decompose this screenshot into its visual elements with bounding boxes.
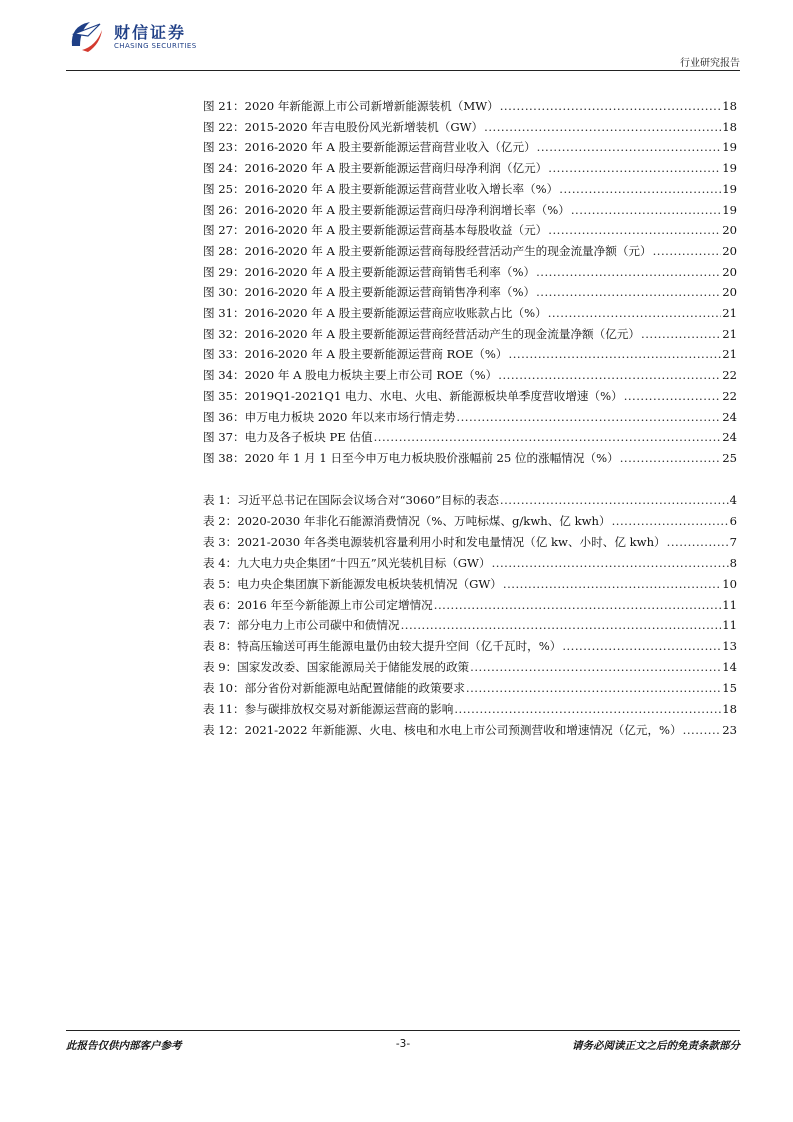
toc-page: 25 (722, 450, 737, 465)
toc-page: 20 (722, 285, 737, 300)
toc-title: 图 33：2016-2020 年 A 股主要新能源运营商 ROE（%） (203, 347, 508, 362)
toc-title: 图 27：2016-2020 年 A 股主要新能源运营商基本每股收益（元） (203, 223, 548, 238)
toc-title: 表 5：电力央企集团旗下新能源发电板块装机情况（GW） (203, 576, 502, 591)
toc-entry[interactable] (203, 365, 737, 385)
toc-page: 6 (729, 513, 737, 528)
toc-page: 7 (729, 534, 737, 549)
toc-entry[interactable] (203, 137, 737, 157)
toc-entry[interactable] (203, 720, 737, 740)
toc-page: 24 (722, 409, 737, 424)
toc-entry[interactable] (203, 324, 737, 344)
toc-entry[interactable] (203, 282, 737, 302)
toc-title: 图 22：2015-2020 年吉电股份风光新增装机（GW） (203, 119, 484, 134)
company-logo (66, 16, 266, 60)
footer-divider (66, 1030, 740, 1031)
toc-entry[interactable] (203, 448, 737, 468)
toc-page: 19 (722, 181, 737, 196)
toc-entry[interactable] (203, 636, 737, 656)
toc-page: 21 (722, 347, 737, 362)
toc-title: 表 9：国家发改委、国家能源局关于储能发展的政策 (203, 660, 470, 675)
toc-page: 23 (722, 722, 737, 737)
toc-entry[interactable] (203, 574, 737, 594)
toc-title: 表 12：2021-2022 年新能源、火电、核电和水电上市公司预测营收和增速情况（亿元，%） (203, 722, 682, 737)
toc-entry[interactable] (203, 303, 737, 323)
toc-entry[interactable] (203, 241, 737, 261)
footer-disclaimer-left: 此报告仅供内部客户参考 (66, 1040, 182, 1052)
toc-page: 11 (722, 618, 737, 633)
toc-entry[interactable] (203, 96, 737, 116)
toc-entry[interactable] (203, 386, 737, 406)
toc-entry[interactable] (203, 615, 737, 635)
toc-title: 表 4：九大电力央企集团“十四五”风光装机目标（GW） (203, 555, 491, 570)
toc-entry[interactable] (203, 427, 737, 447)
toc-page: 13 (722, 639, 737, 654)
toc-entry[interactable] (203, 595, 737, 615)
toc-page: 8 (729, 555, 737, 570)
toc-entry[interactable] (203, 553, 737, 573)
toc-title: 表 7：部分电力上市公司碳中和债情况 (203, 618, 400, 633)
toc-page: 18 (722, 99, 737, 113)
toc-page: 15 (722, 681, 737, 696)
toc-page: 24 (722, 430, 737, 445)
toc-title: 图 36：申万电力板块 2020 年以来市场行情走势 (203, 409, 456, 424)
page-number: -3- (395, 1038, 411, 1050)
toc-entry[interactable] (203, 490, 737, 510)
toc-page: 4 (729, 493, 737, 507)
toc-page: 18 (722, 702, 737, 716)
toc-title: 表 3：2021-2030 年各类电源装机容量利用小时和发电量情况（亿 kw、小时、亿 kwh） (203, 534, 666, 549)
toc-entry[interactable] (203, 262, 737, 282)
toc-title: 图 30：2016-2020 年 A 股主要新能源运营商销售净利率（%） (203, 285, 536, 300)
toc-title: 表 10：部分省份对新能源电站配置储能的政策要求 (203, 681, 465, 696)
toc-page: 20 (722, 223, 737, 238)
logo-text-en: CHASING SECURITIES (114, 42, 197, 50)
toc-title: 图 34：2020 年 A 股电力板块主要上市公司 ROE（%） (203, 368, 498, 383)
toc-entry[interactable] (203, 158, 737, 178)
toc-page: 20 (722, 243, 737, 258)
logo-mark-icon (66, 16, 108, 56)
toc-page: 21 (722, 326, 737, 341)
toc-entry[interactable] (203, 200, 737, 220)
toc-entry[interactable] (203, 532, 737, 552)
toc-entry[interactable] (203, 407, 737, 427)
toc-title: 表 8：特高压输送可再生能源电量仍由较大提升空间（亿千瓦时，%） (203, 639, 562, 654)
toc-page: 20 (722, 264, 737, 279)
toc-page: 19 (722, 161, 737, 176)
toc-title: 表 2：2020-2030 年非化石能源消费情况（%、万吨标煤、g/kwh、亿 kwh） (203, 513, 611, 528)
toc-title: 表 1：习近平总书记在国际会议场合对“3060”目标的表态 (203, 493, 499, 507)
toc-title: 图 29：2016-2020 年 A 股主要新能源运营商销售毛利率（%） (203, 264, 536, 279)
toc-entry[interactable] (203, 117, 737, 137)
logo-text-cn: 财信证券 (114, 23, 187, 42)
toc-title: 图 28：2016-2020 年 A 股主要新能源运营商每股经营活动产生的现金流量净额（元） (203, 243, 652, 258)
toc-page: 10 (722, 576, 737, 591)
toc-title: 表 11：参与碳排放权交易对新能源运营商的影响 (203, 702, 454, 716)
toc-entry[interactable] (203, 179, 737, 199)
toc-page: 11 (722, 597, 737, 612)
page-footer (66, 1038, 740, 1058)
toc-title: 图 38：2020 年 1 月 1 日至今申万电力板块股价涨幅前 25 位的涨幅情况（%） (203, 450, 619, 465)
toc-page: 19 (722, 202, 737, 217)
toc-page: 19 (722, 140, 737, 155)
toc-entry[interactable] (203, 220, 737, 240)
toc-title: 图 21：2020 年新能源上市公司新增新能源装机（MW） (203, 99, 499, 113)
toc-entry[interactable] (203, 678, 737, 698)
toc-title: 图 37：电力及各子板块 PE 估值 (203, 430, 373, 445)
footer-disclaimer-right: 请务必阅读正文之后的免责条款部分 (572, 1040, 740, 1052)
toc-page: 22 (722, 388, 737, 403)
page-header (66, 14, 740, 70)
toc-page: 14 (722, 660, 737, 675)
toc-title: 图 31：2016-2020 年 A 股主要新能源运营商应收账款占比（%） (203, 306, 547, 320)
toc-title: 图 35：2019Q1-2021Q1 电力、水电、火电、新能源板块单季度营收增速（%） (203, 388, 623, 403)
toc-page: 18 (722, 119, 737, 134)
toc-title: 图 24：2016-2020 年 A 股主要新能源运营商归母净利润（亿元） (203, 161, 548, 176)
toc-entry[interactable] (203, 657, 737, 677)
toc-entry[interactable] (203, 699, 737, 719)
toc-title: 图 23：2016-2020 年 A 股主要新能源运营商营业收入（亿元） (203, 140, 536, 155)
header-divider (66, 70, 740, 71)
toc-page: 21 (722, 306, 737, 320)
toc-entry[interactable] (203, 511, 737, 531)
toc-title: 表 6：2016 年至今新能源上市公司定增情况 (203, 597, 433, 612)
toc-page: 22 (722, 368, 737, 383)
toc-title: 图 32：2016-2020 年 A 股主要新能源运营商经营活动产生的现金流量净额（亿元） (203, 326, 641, 341)
toc-entry[interactable] (203, 344, 737, 364)
toc-title: 图 26：2016-2020 年 A 股主要新能源运营商归母净利润增长率（%） (203, 202, 570, 217)
report-type-label: 行业研究报告 (680, 58, 740, 69)
toc-title: 图 25：2016-2020 年 A 股主要新能源运营商营业收入增长率（%） (203, 181, 559, 196)
